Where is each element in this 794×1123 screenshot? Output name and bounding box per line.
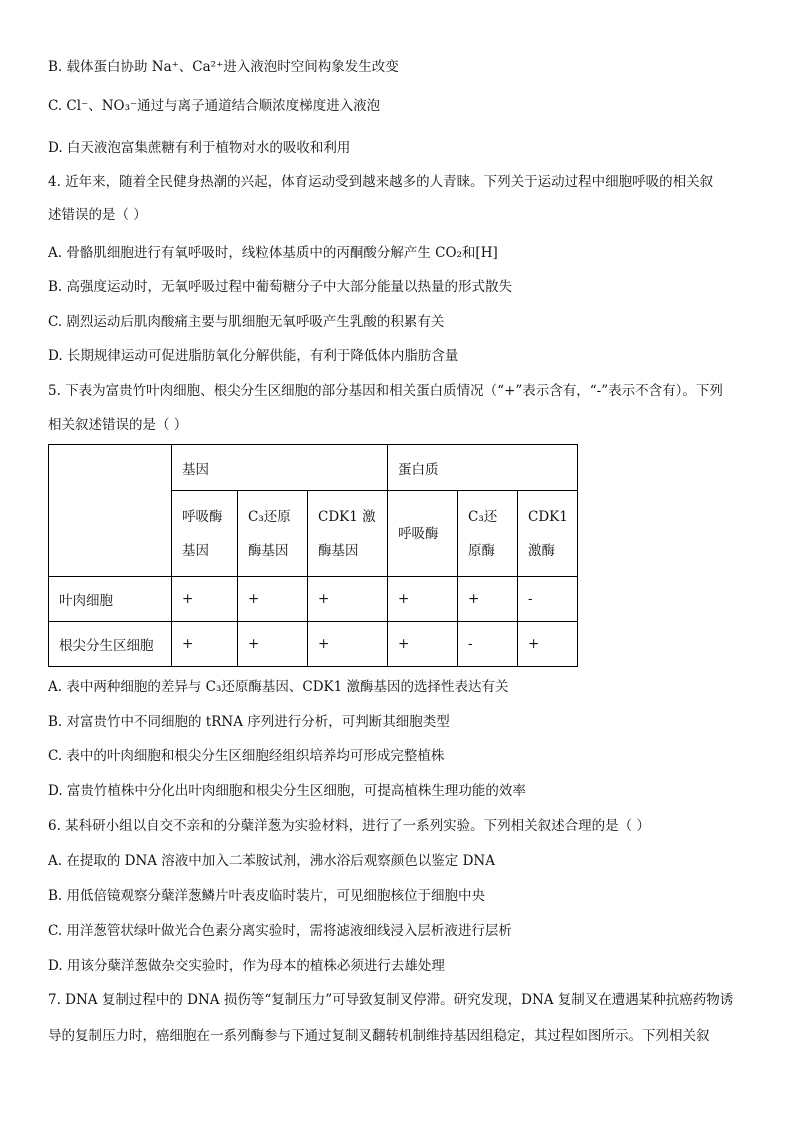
- option-6b: B. 用低倍镜观察分蘖洋葱鳞片叶表皮临时装片，可见细胞核位于细胞中央: [48, 888, 486, 904]
- table-cell: +: [238, 622, 308, 667]
- table-subheader: 呼吸酶: [388, 491, 458, 577]
- table-subheader: C₃还原 酶基因: [238, 491, 308, 577]
- table-header-protein: 蛋白质: [388, 445, 578, 491]
- option-5d: D. 富贵竹植株中分化出叶肉细胞和根尖分生区细胞，可提高植株生理功能的效率: [48, 783, 526, 799]
- table-row: [49, 577, 578, 622]
- table-cell: +: [172, 577, 238, 622]
- table-subheader: C₃还 原酶: [458, 491, 518, 577]
- question-5-stem-cont: 相关叙述错误的是（ ）: [48, 417, 188, 433]
- table-cell: +: [458, 577, 518, 622]
- option-4d: D. 长期规律运动可促进脂肪氧化分解供能，有利于降低体内脂肪含量: [48, 348, 459, 364]
- option-6d: D. 用该分蘖洋葱做杂交实验时，作为母本的植株必须进行去雄处理: [48, 958, 445, 974]
- table-subheader: 呼吸酶 基因: [172, 491, 238, 577]
- table-cell: +: [388, 622, 458, 667]
- table-cell: -: [518, 577, 578, 622]
- table-row: [49, 622, 578, 667]
- question-4-stem-cont: 述错误的是（ ）: [48, 207, 147, 223]
- table-corner-cell: [49, 445, 172, 577]
- option-3d: D. 白天液泡富集蔗糖有利于植物对水的吸收和利用: [48, 140, 351, 156]
- option-3b: B. 载体蛋白协助 Na⁺、Ca²⁺进入液泡时空间构象发生改变: [48, 59, 399, 75]
- option-4b: B. 高强度运动时，无氧呼吸过程中葡萄糖分子中大部分能量以热量的形式散失: [48, 279, 513, 295]
- table-cell: +: [518, 622, 578, 667]
- table-cell: +: [388, 577, 458, 622]
- table-cell: -: [458, 622, 518, 667]
- option-5b: B. 对富贵竹中不同细胞的 tRNA 序列进行分析，可判断其细胞类型: [48, 714, 450, 730]
- table-cell: +: [308, 622, 388, 667]
- question-5-stem: 5. 下表为富贵竹叶肉细胞、根尖分生区细胞的部分基因和相关蛋白质情况（“+”表示含有，“-”表示不含有）。下列: [48, 383, 723, 399]
- table-cell: +: [308, 577, 388, 622]
- option-6c: C. 用洋葱管状绿叶做光合色素分离实验时，需将滤液细线浸入层析液进行层析: [48, 923, 512, 939]
- table-cell: +: [172, 622, 238, 667]
- option-4c: C. 剧烈运动后肌肉酸痛主要与肌细胞无氧呼吸产生乳酸的积累有关: [48, 314, 445, 330]
- option-5c: C. 表中的叶肉细胞和根尖分生区细胞经组织培养均可形成完整植株: [48, 748, 445, 764]
- option-4a: A. 骨骼肌细胞进行有氧呼吸时，线粒体基质中的丙酮酸分解产生 CO₂和[H]: [48, 245, 498, 261]
- table-subheader: CDK1 激酶: [518, 491, 578, 577]
- row-label: 根尖分生区细胞: [49, 622, 172, 667]
- option-5a: A. 表中两种细胞的差异与 C₃还原酶基因、CDK1 激酶基因的选择性表达有关: [48, 679, 509, 695]
- question-7-stem-cont: 导的复制压力时，癌细胞在一系列酶参与下通过复制叉翻转机制维持基因组稳定，其过程如图所示。下列相关叙: [48, 1028, 710, 1044]
- question-4-stem: 4. 近年来，随着全民健身热潮的兴起，体育运动受到越来越多的人青睐。下列关于运动过程中细胞呼吸的相关叙: [48, 174, 714, 190]
- question-7-stem: 7. DNA 复制过程中的 DNA 损伤等“复制压力”可导致复制叉停滞。研究发现，DNA 复制叉在遭遇某种抗癌药物诱: [48, 992, 734, 1008]
- gene-protein-table: [48, 444, 578, 667]
- table-subheader: CDK1 激 酶基因: [308, 491, 388, 577]
- question-6-stem: 6. 某科研小组以自交不亲和的分蘖洋葱为实验材料，进行了一系列实验。下列相关叙述合理的是（ ）: [48, 818, 650, 834]
- option-6a: A. 在提取的 DNA 溶液中加入二苯胺试剂，沸水浴后观察颜色以鉴定 DNA: [48, 853, 495, 869]
- option-3c: C. Cl⁻、NO₃⁻通过与离子通道结合顺浓度梯度进入液泡: [48, 98, 381, 114]
- row-label: 叶肉细胞: [49, 577, 172, 622]
- table-cell: +: [238, 577, 308, 622]
- table-header-gene: 基因: [172, 445, 388, 491]
